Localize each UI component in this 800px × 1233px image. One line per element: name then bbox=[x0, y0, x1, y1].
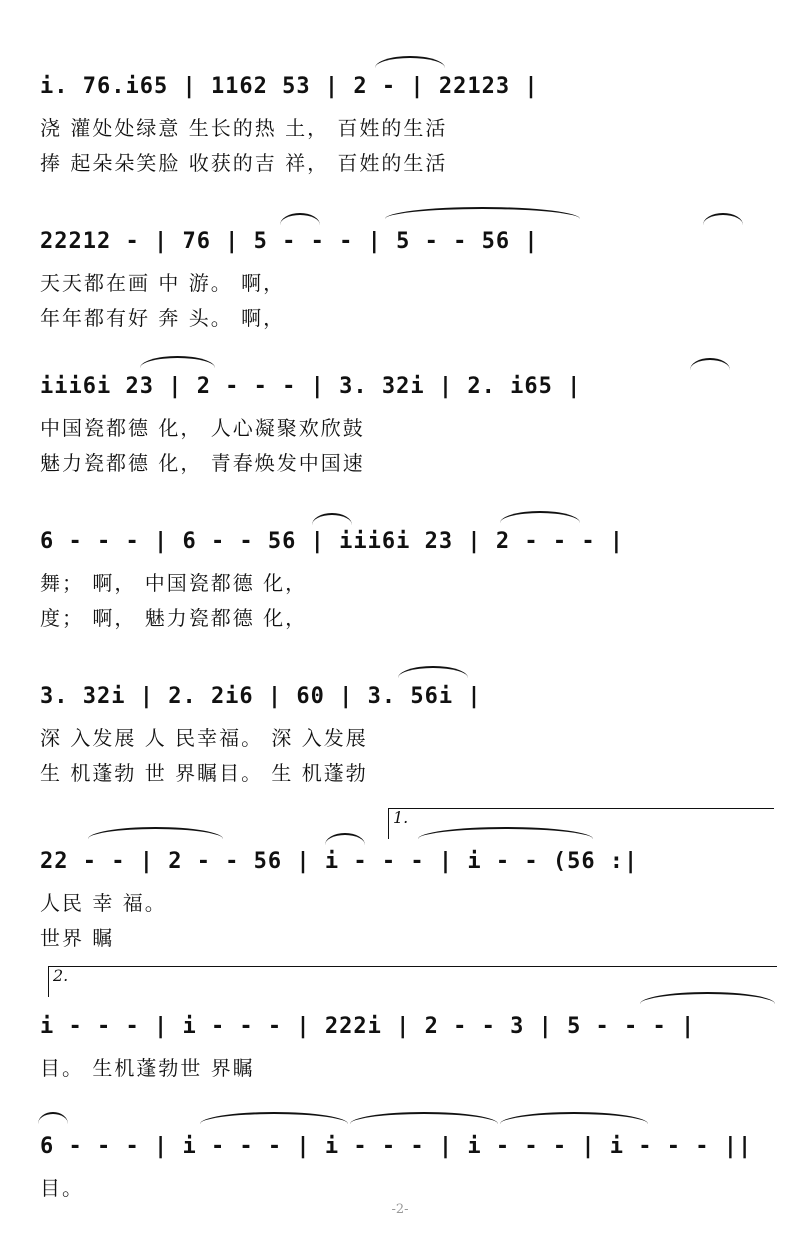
lyric-verse-2: 年年都有好 奔 头。 啊， bbox=[40, 306, 286, 330]
notation-line: 6 - - - | 6 - - 56 | iii6i 23 | 2 - - - | bbox=[40, 529, 625, 554]
notation-line: 22 - - | 2 - - 56 | i - - - | i - - (56 :| bbox=[40, 849, 639, 874]
notation-line: i. 76.i65 | 1162 53 | 2 - | 22123 | bbox=[40, 74, 539, 99]
notation-line: 6 - - - | i - - - | i - - - | i - - - | i - - - || bbox=[40, 1134, 753, 1159]
slur bbox=[500, 511, 580, 523]
tie bbox=[398, 666, 468, 678]
lyric-verse-1: 天天都在画 中 游。 啊， bbox=[40, 271, 286, 295]
tie bbox=[385, 207, 580, 219]
slur bbox=[703, 213, 743, 225]
lyric-verse-1: 目。 bbox=[40, 1176, 84, 1200]
lyric-verse-1: 目。 生机蓬勃世 界瞩 bbox=[40, 1056, 255, 1080]
volta-number: 2. bbox=[53, 966, 69, 985]
slur bbox=[690, 358, 730, 370]
page-number: -2- bbox=[391, 1202, 409, 1217]
tie bbox=[200, 1112, 348, 1124]
slur bbox=[280, 213, 320, 225]
tie bbox=[38, 1112, 68, 1124]
notation-line: iii6i 23 | 2 - - - | 3. 32i | 2. i65 | bbox=[40, 374, 582, 399]
lyric-verse-1: 中国瓷都德 化， 人心凝聚欢欣鼓 bbox=[40, 416, 365, 440]
lyric-verse-2: 度； 啊， 魅力瓷都德 化， bbox=[40, 606, 308, 630]
slur bbox=[140, 356, 215, 368]
tie bbox=[350, 1112, 498, 1124]
lyric-verse-2: 生 机蓬勃 世 界瞩目。 生 机蓬勃 bbox=[40, 761, 368, 785]
notation-line: 3. 32i | 2. 2i6 | 60 | 3. 56i | bbox=[40, 684, 482, 709]
lyric-verse-2: 魅力瓷都德 化， 青春焕发中国速 bbox=[40, 451, 365, 475]
lyric-verse-1: 舞； 啊， 中国瓷都德 化， bbox=[40, 571, 308, 595]
lyric-verse-2: 世界 瞩 bbox=[40, 926, 115, 950]
lyric-verse-1: 浇 灌处处绿意 生长的热 土， 百姓的生活 bbox=[40, 116, 448, 140]
notation-line: i - - - | i - - - | 222i | 2 - - 3 | 5 - - - | bbox=[40, 1014, 696, 1039]
lyric-verse-1: 深 入发展 人 民幸福。 深 入发展 bbox=[40, 726, 368, 750]
tie bbox=[500, 1112, 648, 1124]
slur bbox=[375, 56, 445, 68]
notation-line: 22212 - | 76 | 5 - - - | 5 - - 56 | bbox=[40, 229, 539, 254]
second-ending-bracket bbox=[48, 966, 777, 997]
slur bbox=[325, 833, 365, 845]
slur bbox=[312, 513, 352, 525]
lyric-verse-1: 人民 幸 福。 bbox=[40, 891, 167, 915]
lyric-verse-2: 捧 起朵朵笑脸 收获的吉 祥， 百姓的生活 bbox=[40, 151, 448, 175]
tie bbox=[88, 827, 223, 839]
volta-number: 1. bbox=[393, 808, 409, 827]
